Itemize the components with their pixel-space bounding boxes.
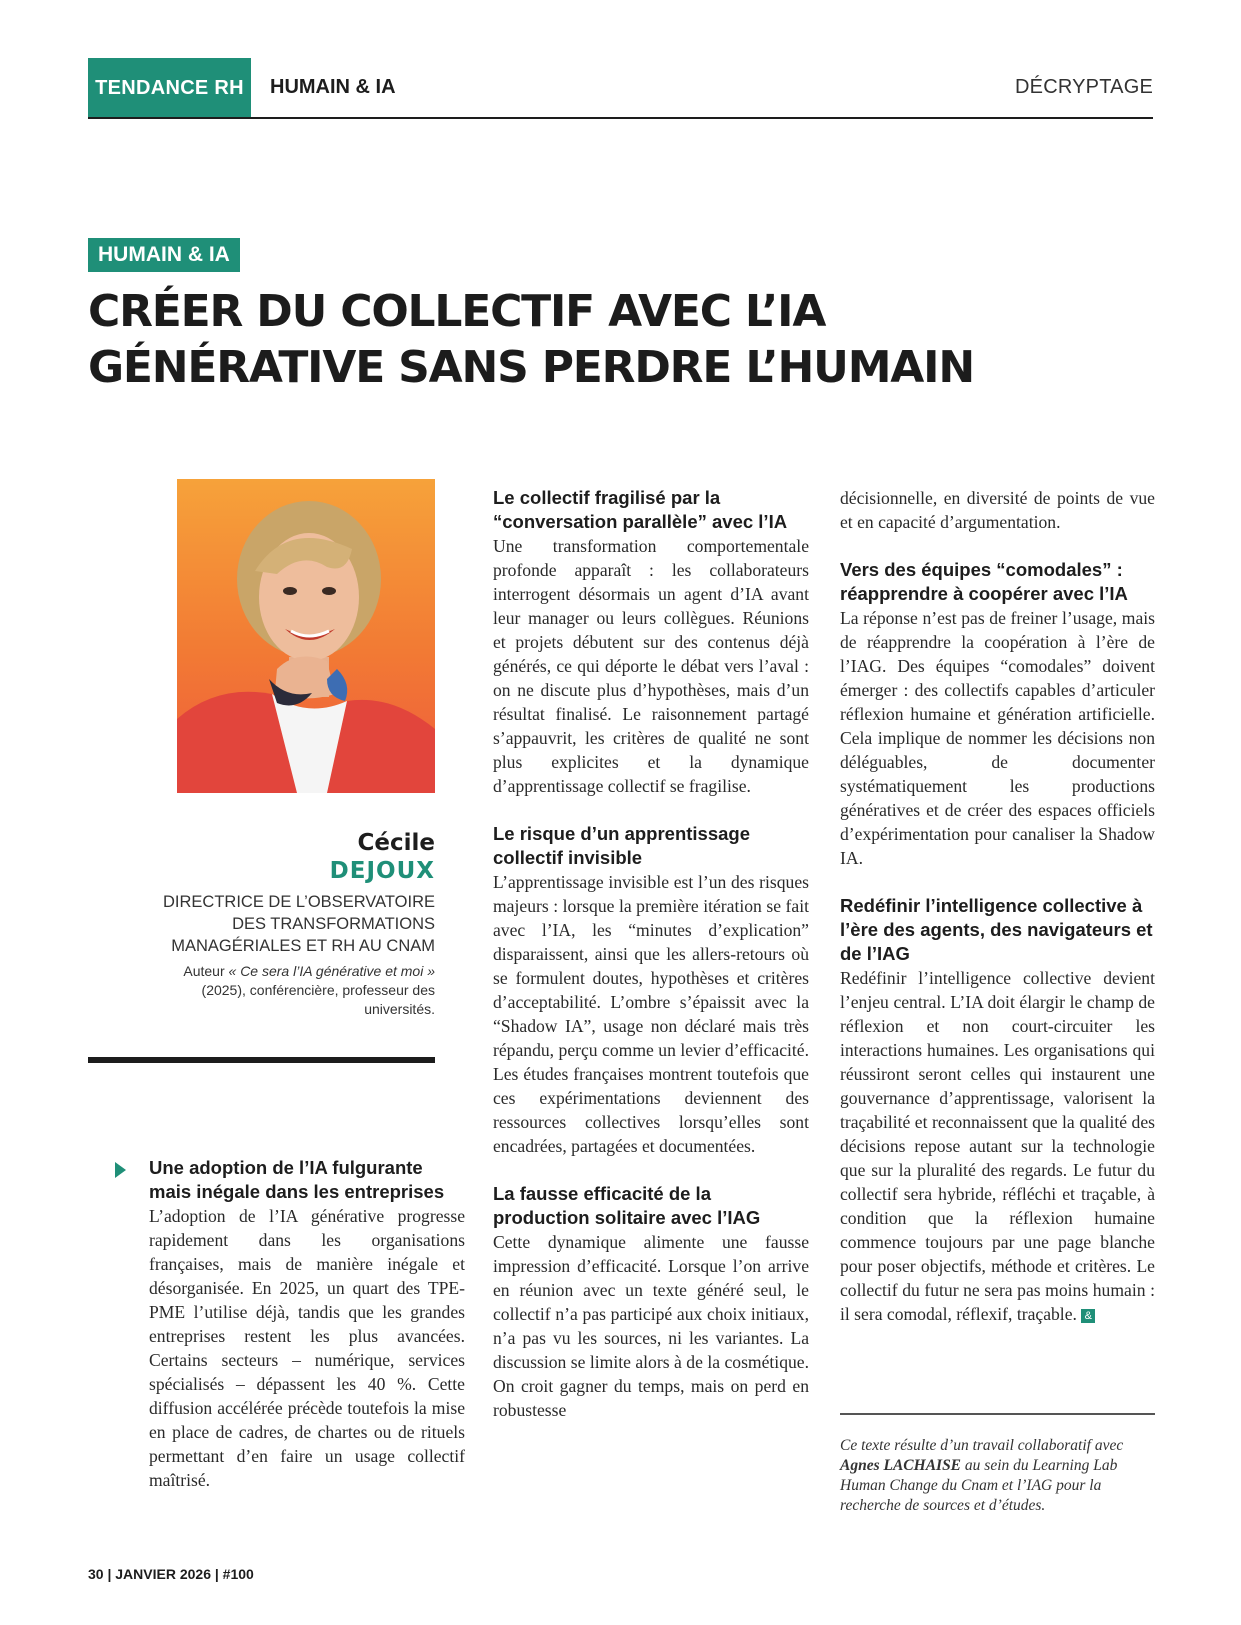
column-2 bbox=[493, 486, 809, 1446]
header-rule bbox=[88, 117, 1153, 119]
section-4-heading: La fausse efficacité de la production solitaire avec l’IAG bbox=[493, 1183, 761, 1228]
title-line-1: CRÉER DU COLLECTIF AVEC L’IA bbox=[88, 286, 826, 337]
author-note bbox=[160, 962, 435, 1019]
section-name: HUMAIN & IA bbox=[270, 76, 396, 98]
section-5-body: La réponse n’est pas de freiner l’usage, mais de réapprendre la coopération à l’ère de l’IAG. Des équipes “comodales” doivent émerger : des collectifs capables d’articuler réflexion humaine et génération artificielle. Cela implique de nommer les décisions non déléguables, de documenter systématiquement les productions génératives et de créer des espaces officiels d’expérimentation pour canaliser la Shadow IA. bbox=[840, 608, 1155, 868]
section-tab: TENDANCE RH bbox=[88, 58, 251, 118]
author-note-suffix: (2025), conférencière, professeur des universités. bbox=[201, 982, 435, 1017]
author-divider bbox=[88, 1057, 435, 1063]
credit-note bbox=[840, 1436, 1155, 1516]
section-6-body: Redéfinir l’intelligence collective devient l’enjeu central. L’IA doit élargir le champ de réflexion et non court-circuiter les interactions humaines. Les organisations qui réussiront seront celles qui instaurent une gouvernance d’apprentissage, valorisent la traçabilité et reconnaissent que la qualité des décisions repose autant sur la technologie que sur la pluralité des regards. Le futur du collectif sera hybride, réfléchi et traçable, à condition que la réflexion humaine commence toujours par une page blanche pour poser objectifs, méthode et critères. Le collectif du futur ne sera pas moins humain : il sera comodal, réflexif, traçable. bbox=[840, 968, 1155, 1324]
section-1-heading: Une adoption de l’IA fulgurante mais inégale dans les entreprises bbox=[149, 1157, 445, 1202]
credit-post: au sein du Learning Lab Human Change du Cnam et l’IAG pour la recherche de sources et d’études. bbox=[840, 1457, 1118, 1514]
column-1 bbox=[149, 1156, 465, 1516]
section-2-heading: Le collectif fragilisé par la “conversation parallèle” avec l’IA bbox=[493, 487, 788, 532]
section-1-body: L’adoption de l’IA générative progresse rapidement dans les organisations françaises, mais de manière inégale et désorganisée. En 2025, un quart des TPE-PME l’utilise déjà, tandis que les grandes entreprises restent les plus avancées. Certains secteurs – numérique, services spécialisés – dépassent les 40 %. Cette diffusion accélérée précède toutefois la mise en place de cadres, de chartes ou de rituels permettant d’en faire un usage collectif maîtrisé. bbox=[149, 1206, 465, 1490]
triangle-bullet-icon bbox=[115, 1162, 126, 1178]
author-portrait bbox=[177, 479, 435, 793]
section-3-heading: Le risque d’un apprentissage collectif invisible bbox=[493, 823, 751, 868]
author-last-name: DEJOUX bbox=[329, 858, 435, 884]
author-note-prefix: Auteur bbox=[183, 963, 229, 979]
title-line-2: GÉNÉRATIVE SANS PERDRE L’HUMAIN bbox=[88, 342, 974, 393]
section-5-heading: Vers des équipes “comodales” : réapprendre à coopérer avec l’IA bbox=[840, 559, 1128, 604]
end-mark-icon: & bbox=[1081, 1309, 1095, 1323]
section-6-paragraph bbox=[840, 966, 1155, 1326]
credit-divider bbox=[840, 1413, 1155, 1415]
credit-pre: Ce texte résulte d’un travail collaboratif avec bbox=[840, 1437, 1124, 1454]
credit-name: Agnes LACHAISE bbox=[840, 1457, 962, 1474]
rubric-label: DÉCRYPTAGE bbox=[1015, 76, 1153, 98]
author-first-name: Cécile bbox=[357, 830, 435, 856]
article-kicker: HUMAIN & IA bbox=[88, 238, 240, 272]
article-title bbox=[88, 284, 1088, 396]
author-role: DIRECTRICE DE L’OBSERVATOIRE DES TRANSFORMATIONS MANAGÉRIALES ET RH AU CNAM bbox=[162, 893, 435, 955]
section-3-body: L’apprentissage invisible est l’un des risques majeurs : lorsque la première itération se fait avec l’IA, les “minutes d’explication” disparaissent, ainsi que les allers-retours où se formulent doutes, hypothèses et critères d’acceptabilité. L’ombre s’épaissit avec la “Shadow IA”, usage non déclaré mais très répandu, perçu comme un levier d’efficacité. Les études françaises montrent toutefois que ces expérimentations deviennent des ressources collectives lorsqu’elles sont encadrées, partagées et documentées. bbox=[493, 872, 809, 1156]
section-2-body: Une transformation comportementale profonde apparaît : les collaborateurs interrogent désormais un agent d’IA avant leur manager ou leurs collègues. Réunions et projets débutent sur des contenus déjà générés, ce qui déporte le débat vers l’aval : on ne discute plus d’hypothèses, mais d’un résultat finalisé. Le raisonnement partagé s’appauvrit, les critères de qualité ne sont plus explicites et la dynamique d’apprentissage collectif se fragilise. bbox=[493, 536, 809, 796]
section-4-continuation: décisionnelle, en diversité de points de vue et en capacité d’argumentation. bbox=[840, 488, 1155, 532]
author-book-title: « Ce sera l’IA générative et moi » bbox=[228, 963, 435, 979]
column-3 bbox=[840, 486, 1155, 1350]
section-4-body: Cette dynamique alimente une fausse impression d’efficacité. Lorsque l’on arrive en réunion avec un texte généré seul, le collectif n’a pas participé aux choix initiaux, n’a pas vu les sources, ni les variantes. La discussion se limite alors à de la cosmétique. On croit gagner du temps, mais on perd en robustesse bbox=[493, 1232, 809, 1420]
section-6-heading: Redéfinir l’intelligence collective à l’ère des agents, des navigateurs et de l’IAG bbox=[840, 895, 1153, 964]
page-folio: 30 | JANVIER 2026 | #100 bbox=[88, 1566, 254, 1582]
